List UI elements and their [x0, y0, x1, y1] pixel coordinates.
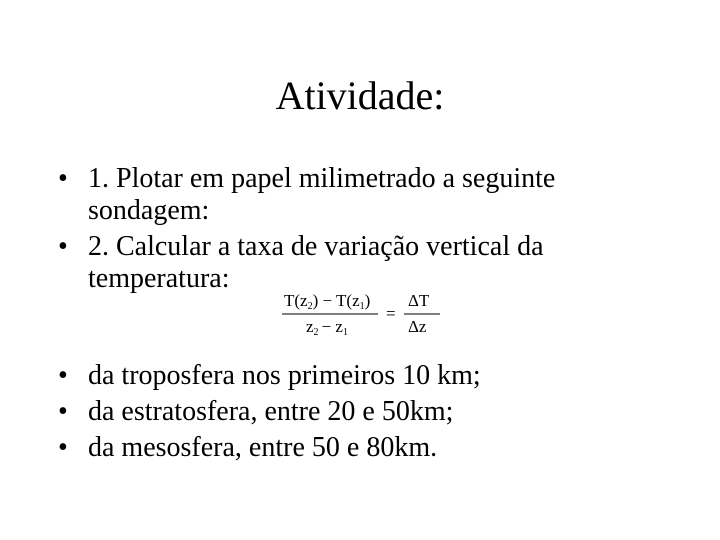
bullet-icon: • — [58, 163, 68, 194]
bullet-icon: • — [58, 231, 68, 262]
activity-list — [58, 163, 678, 299]
formula-sub-2: 2 — [307, 301, 313, 312]
item-text-line2: temperatura: — [88, 263, 230, 294]
list-item — [58, 396, 678, 428]
item-text-line1: 2. Calcular a taxa de variação vertical da — [88, 231, 544, 262]
item-text: da estratosfera, entre 20 e 50km; — [88, 396, 454, 427]
bullet-icon: • — [58, 396, 68, 427]
formula-den-minus: − z — [321, 317, 343, 336]
svg-text:z2− z1 — [306, 317, 348, 338]
formula-num-close: ) — [364, 291, 371, 310]
formula-num-left: T(z — [284, 291, 308, 310]
formula-delta-z: Δz — [408, 317, 427, 336]
formula-equals: = — [386, 304, 396, 323]
formula-den-sub-2: 2 — [313, 327, 319, 338]
list-item — [58, 163, 678, 227]
bullet-icon: • — [58, 432, 68, 463]
lapse-rate-formula — [280, 286, 450, 340]
formula-sub-1: 1 — [359, 301, 365, 312]
item-text-line1: 1. Plotar em papel milimetrado a seguinte — [88, 163, 556, 194]
item-text: da mesosfera, entre 50 e 80km. — [88, 432, 438, 463]
svg-text:T(z2) − T(z1) — [284, 291, 370, 312]
list-item — [58, 360, 678, 392]
formula-den-sub-1: 1 — [342, 327, 348, 338]
list-item — [58, 432, 678, 464]
formula-den-left: z — [306, 317, 314, 336]
slide-title: Atividade: — [275, 73, 445, 118]
atmosphere-layers-list — [58, 360, 678, 468]
item-text-line2: sondagem: — [88, 195, 210, 226]
formula-num-middle: ) − T(z — [312, 291, 360, 310]
bullet-icon: • — [58, 360, 68, 391]
formula-delta-t: ΔT — [408, 291, 430, 310]
item-text: da troposfera nos primeiros 10 km; — [88, 360, 481, 391]
